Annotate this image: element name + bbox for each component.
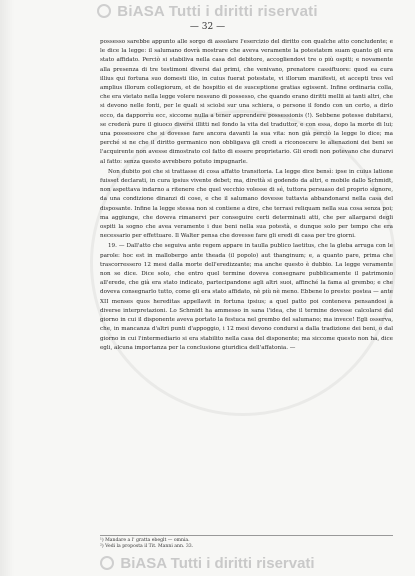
page-number: — 32 — [189,22,226,32]
watermark-top [0,0,415,22]
paragraph-3: 19. — Dall'atto che seguiva ante regem appare in taulla publico laetitus, che la gleba arruga con le parole: hoc est in mallobergo ante theada (il popolo) aut thanginum; e, a quanto pare, prima che trascorressero 12 mesi dalla morte dell'eredizzante; ma anche questo è dubbio. La legge veramente non se dice. Dice solo, che entro quel termine doveva consegnare pubblicamente il patrimonio all'erede, che già era stato indicato, partecipandone agli altri suoi, affinché la fama al grembo; e che doveva consegnarlo tutto, come gli era stato affidato, nè più nè meno. Ebbene lo presto: postea — ante XII menses quos hereditas appellavit in fortuna ipsius; a quel patto poi conteneva pensandosi a diverse interpretazioni. Lo Schmidt ha ammesso in sana l'idea, che il termine dovesse calcolarsi dal giorno in cui il disponente aveva portato la festuca nel grembo del salumano; ma invece! Egli osserva, che, in mancanza d'altri punti d'appoggio, i 12 mesi devono condursi a dalla tradizione dei beni, o dal giorno in cui l'intermediario si era stabilito nella casa del disponente; ma siccome questo non ha, dice egli, alcuna importanza per la conclusione giuridica dell'affatonia. — [100,243,393,351]
body-text [100,38,393,353]
watermark-text-top: BiASA Tutti i diritti riservati [117,2,318,20]
footnote-1: ¹) Mandare a l' gratta ebeglt — omnia. [100,538,190,543]
paragraph-1: possesso sarebbe appunto alle sorgo di assolare l'esercizio del diritto con qualche atto concludente; e le dice la legge: il salumano dovrà mostrare che aveva veramente la potestatem suam quanto gli era stato affidato. Perciò si stabiliva nella casa del debitore, accogliendovi tre o più ospiti; e novamente alla presenza di tre testimoni diversi dai primi, che venivano, prenatore cassiftuore: quod ea cura illius qui fortuna suo domesti ilio, in cuius fuerat potestate, vi illorum manifesti, et accepti tres vel amplius illorum collegiorum, et de hospitio ei de susceptione gratias egissent. Infine ordinaria colla, che era vietato nella legge volere nessuno di possesso, che quando erano diritti mellii ai tanti altri, che si devono nelle fonti, per le quali si sciolsi sur una schiera, o persone il fondo con un certo, a dirlo ecco, da dapporrìu ecc, siccome nulla a tener apprendere possessionis (!). Sebbene potesse dubitarsi, se crederà pure il giuoco diversi illitti nel fondo la vita del traduttor, e con essa, dopo la morte di lui; una possessore che si dovesse fare ancora davanti la sua vita: non già perciò la legge lo dice; ma perché si ne che il diritto germanico non obbligava gli credi a riconoscere le alienazioni dei beni se l'acquirente non avesse dimostrato col fatto di essere proprietario. Gli eredi non potevano che durarvi al fatto: senza questo avrebbero potuto impugnarle. [100,39,393,165]
footnote-2: ²) Vedi la proposta il Tit. Manni ann. 33. [100,544,194,550]
watermark-logo-icon-bottom [100,556,114,570]
watermark-logo-icon [97,4,111,18]
footnotes [100,535,393,550]
scan-edge [0,0,14,576]
watermark-text-bottom: BiASA Tutti i diritti riservati [120,554,315,572]
watermark-bottom [0,552,415,574]
paragraph-2: Non dubito poi che si trattasse di cosa affatto transitoria. La legge dice bensì: ipse in cuius latione fuisset declarati, in cura ipsius vivente debet; ma, direttà si godendo da altri, e mobile dallo Schmidt, non aspettava indarno a ritenere che quel vecchio volesse di sé, tuttora persuaso del proprio signore, da una condizione dinanzi di cose, e che il salumano dovesse tuttavia abbandonarsi nella casa del disposante. Infine la legge stessa non si contiene a dire, che terrasi reliquam nella sua cosa senza poi; ma aggiunge, che doveva rimanervi per conseguire certi determinati atti, che per allargarsi degli ospiti la sogno che avea veramente i due beni nella sua potestà, e dunque solo per tempo che era necessario per effettuare. Il Walter pensa che dovesse fare gli eredi di casa per tre giorni. [100,168,393,240]
